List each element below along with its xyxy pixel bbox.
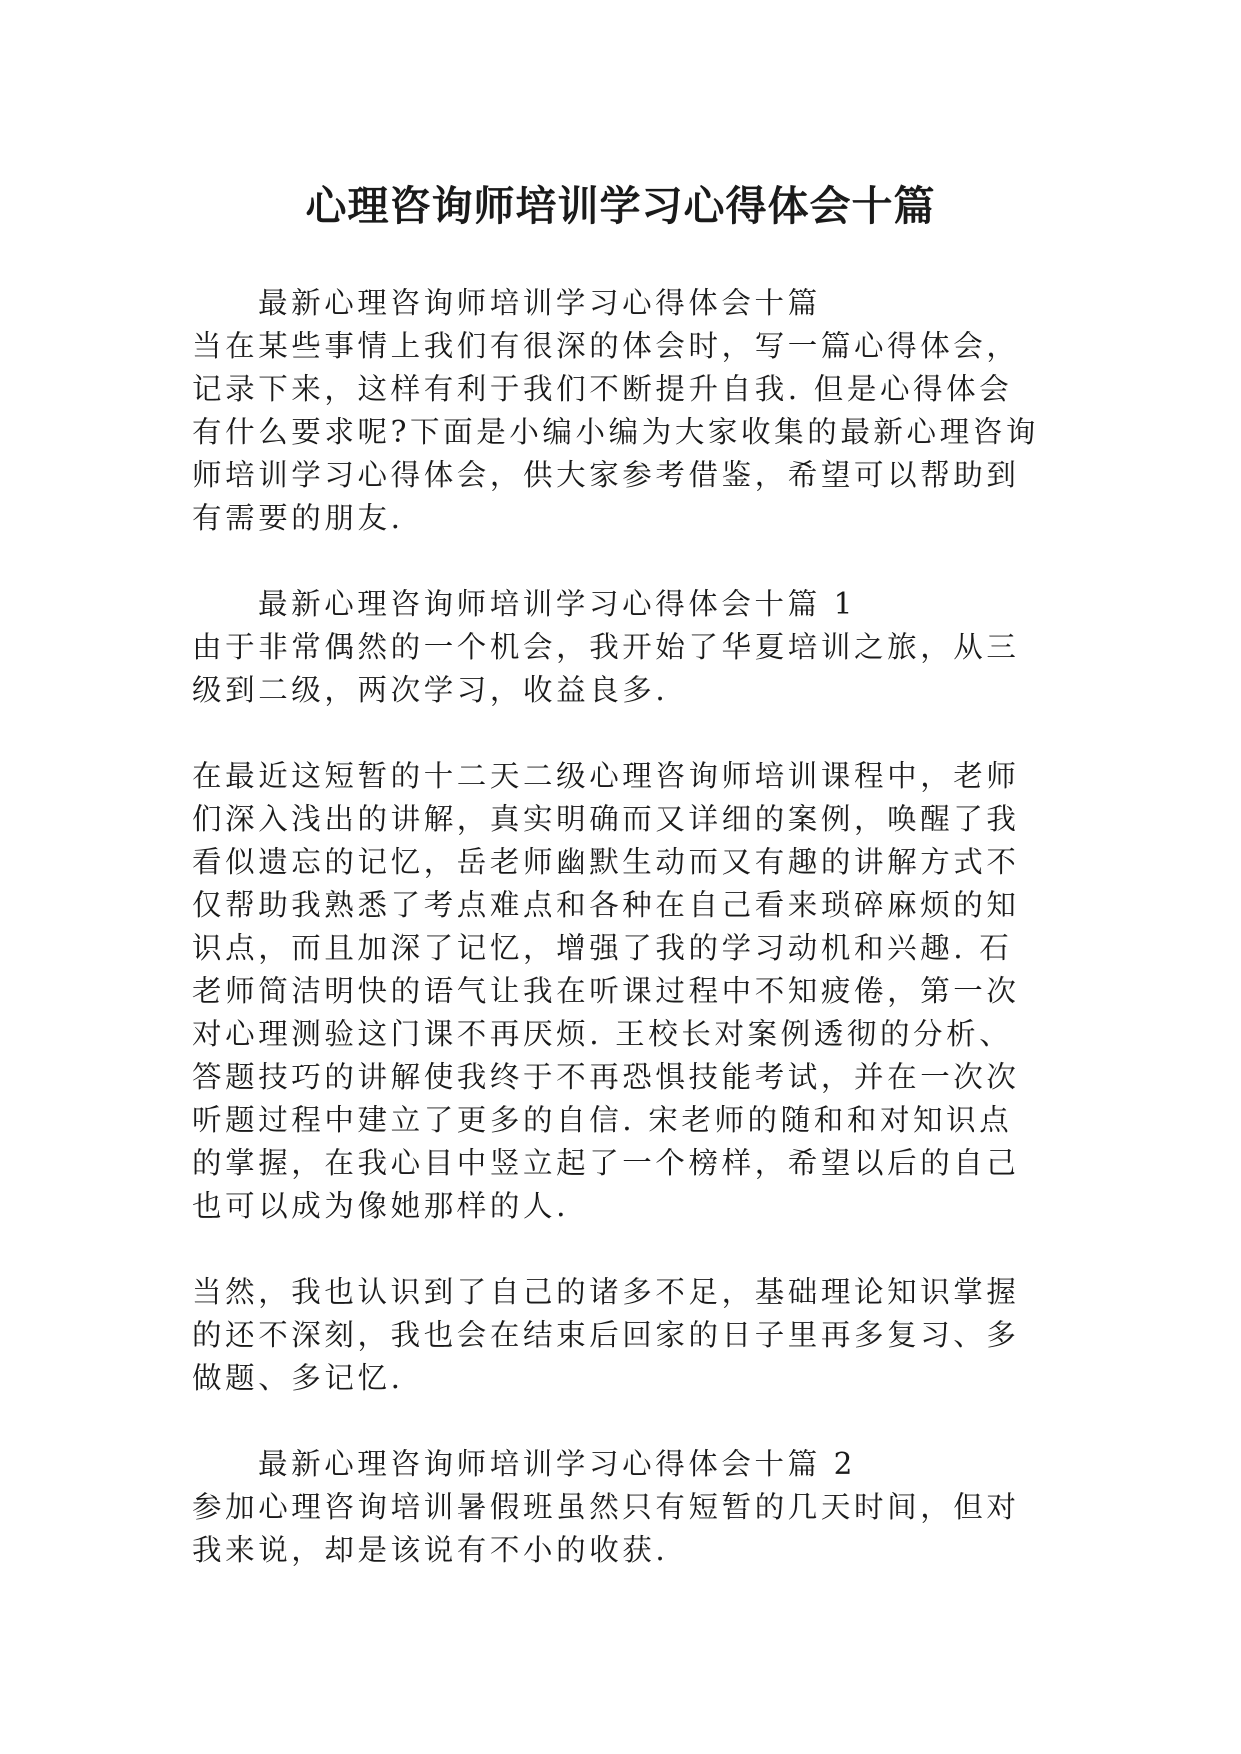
paragraph-1a: 由于非常偶然的一个机会，我开始了华夏培训之旅，从三 级到二级，两次学习，收益良多. — [192, 630, 1020, 707]
paragraph-spacer — [192, 1228, 1042, 1271]
paragraph-spacer — [192, 712, 1042, 755]
section-heading-2: 最新心理咨询师培训学习心得体会十篇 2 — [258, 1447, 857, 1481]
section-heading-1: 最新心理咨询师培训学习心得体会十篇 1 — [258, 587, 857, 621]
paragraph-1c: 当然，我也认识到了自己的诸多不足，基础理论知识掌握 的还不深刻，我也会在结束后回家的日子里再多复习、多 做题、多记忆. — [192, 1275, 1020, 1395]
document-body — [192, 282, 1042, 1572]
paragraph-2a: 参加心理咨询培训暑假班虽然只有短暂的几天时间，但对 我来说，却是该说有不小的收获. — [192, 1490, 1020, 1567]
section-heading-intro: 最新心理咨询师培训学习心得体会十篇 — [258, 286, 821, 320]
paragraph-spacer — [192, 1400, 1042, 1443]
document-title: 心理咨询师培训学习心得体会十篇 — [305, 182, 936, 230]
paragraph-intro: 当在某些事情上我们有很深的体会时，写一篇心得体会， 记录下来，这样有利于我们不断提升自我. 但是心得体会 有什么要求呢?下面是小编小编为大家收集的最新心理咨询 师培训学习心得体会，供大家参考借鉴，希望可以帮助到 有需要的朋友. — [192, 329, 1039, 535]
paragraph-spacer — [192, 540, 1042, 583]
paragraph-1b: 在最近这短暂的十二天二级心理咨询师培训课程中，老师 们深入浅出的讲解，真实明确而又详细的案例，唤醒了我 看似遗忘的记忆，岳老师幽默生动而又有趣的讲解方式不 仅帮助我熟悉了考点难点和各种在自己看来琐碎麻烦的知 识点，而且加深了记忆，增强了我的学习动机和兴趣. 石 老师简洁明快的语气让我在听课过程中不知疲倦，第一次 对心理测验这门课不再厌烦. 王校长对案例透彻的分析、 答题技巧的讲解使我终于不再恐惧技能考试，并在一次次 听题过程中建立了更多的自信. 宋老师的随和和对知识点 的掌握，在我心目中竖立起了一个榜样，希望以后的自己 也可以成为像她那样的人. — [192, 759, 1020, 1223]
